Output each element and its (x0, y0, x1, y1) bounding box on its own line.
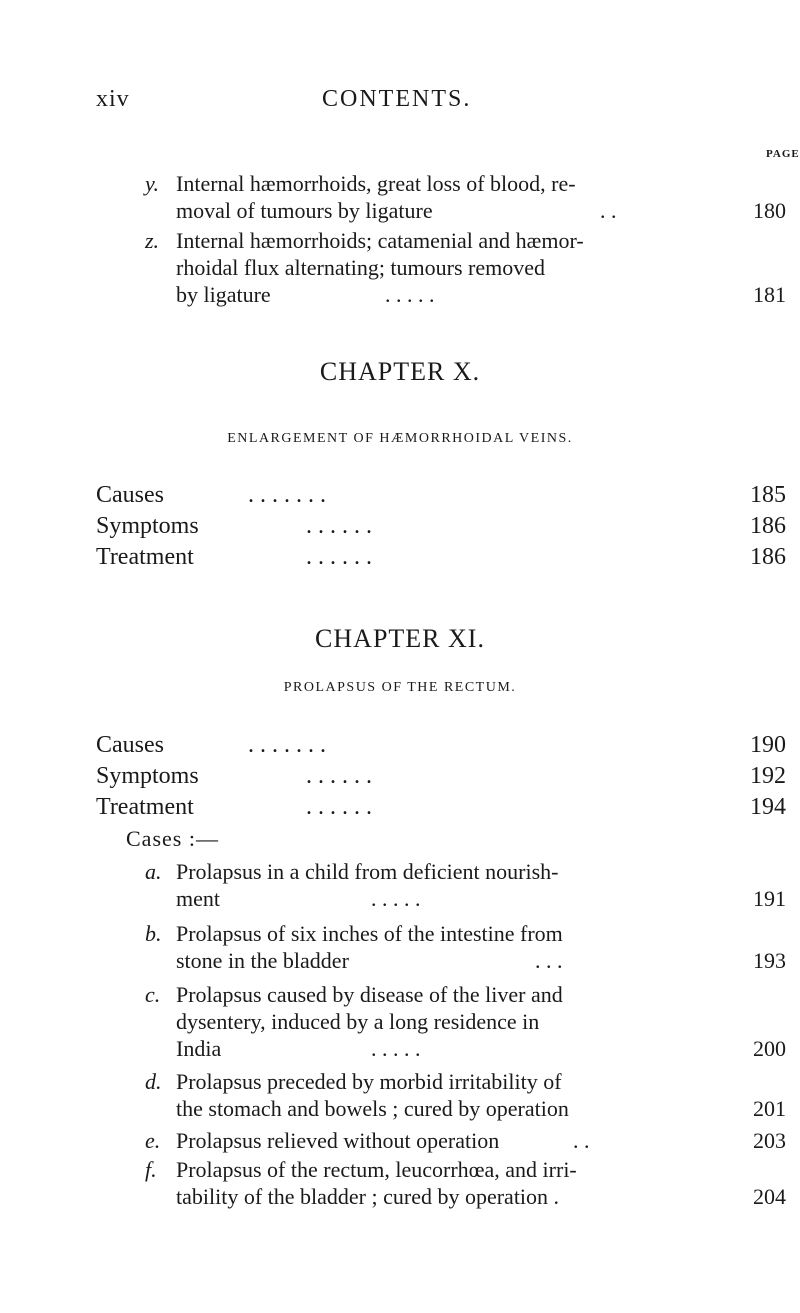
chapter-xi-subtitle: PROLAPSUS OF THE RECTUM. (283, 680, 517, 695)
dot-leader: . . . . . . . (248, 732, 326, 758)
entry-text: the stomach and bowels ; cured by operation (176, 1096, 569, 1121)
case-entry-c (145, 981, 786, 1062)
page-number: 191 (753, 886, 786, 911)
toc-row-treatment (96, 544, 786, 574)
entry-text: rhoidal flux alternating; tumours removed (176, 255, 546, 280)
toc-row-causes (96, 732, 786, 762)
case-entry-b (145, 920, 786, 974)
chapter-x-title: CHAPTER X. (319, 357, 481, 386)
row-label: Causes (96, 482, 164, 508)
page-number: 190 (750, 732, 786, 758)
entry-letter: z. (145, 228, 160, 253)
toc-entry-z (145, 227, 786, 308)
page-header (0, 86, 800, 116)
dot-leader: . . . . . . (306, 513, 372, 539)
row-label: Treatment (96, 544, 194, 570)
entry-text: Prolapsus preceded by morbid irritability of (176, 1069, 562, 1094)
toc-row-treatment (96, 794, 786, 824)
entry-text: Internal hæmorrhoids; catamenial and hæmor- (176, 228, 584, 253)
entry-text: moval of tumours by ligature (176, 198, 433, 223)
row-label: Symptoms (96, 763, 199, 789)
page-number: 194 (750, 794, 786, 820)
entry-text: Prolapsus of the rectum, leucorrhœa, and irri- (176, 1157, 577, 1182)
page-number: 201 (753, 1096, 786, 1121)
dot-leader: . . (573, 1128, 590, 1153)
dot-leader: . . . . . (371, 1036, 421, 1061)
entry-text: stone in the bladder (176, 948, 349, 973)
page-number: 186 (750, 544, 786, 570)
dot-leader: . . . . . . (306, 794, 372, 820)
dot-leader: . . . . . (385, 282, 435, 307)
entry-text: Internal hæmorrhoids, great loss of blood, re- (176, 171, 576, 196)
entry-letter: f. (145, 1157, 157, 1182)
page-number: 203 (753, 1128, 786, 1153)
running-title: CONTENTS. (322, 86, 472, 112)
page-number: 186 (750, 513, 786, 539)
dot-leader: . . . . . . . (248, 482, 326, 508)
case-entry-d (145, 1068, 786, 1122)
case-entry-f (145, 1156, 786, 1210)
entry-letter: c. (145, 982, 161, 1007)
entry-text: Prolapsus caused by disease of the liver and (176, 982, 563, 1007)
page-number: 193 (753, 948, 786, 973)
entry-letter: b. (145, 921, 162, 946)
toc-row-symptoms (96, 513, 786, 543)
entry-text: ment (176, 886, 220, 911)
entry-text: dysentery, induced by a long residence in (176, 1009, 540, 1034)
entry-letter: e. (145, 1128, 161, 1153)
toc-row-symptoms (96, 763, 786, 793)
cases-heading: Cases :— (126, 826, 219, 851)
page-number: 185 (750, 482, 786, 508)
dot-leader: . . (600, 198, 617, 223)
dot-leader: . . . (535, 948, 563, 973)
case-entry-e (145, 1127, 786, 1154)
dot-leader: . . . . . . (306, 763, 372, 789)
entry-text: tability of the bladder ; cured by operation . (176, 1184, 560, 1209)
entry-letter: a. (145, 859, 162, 884)
row-label: Symptoms (96, 513, 199, 539)
entry-text: Prolapsus relieved without operation (176, 1128, 500, 1153)
chapter-x-subtitle: ENLARGEMENT OF HÆMORRHOIDAL VEINS. (227, 431, 573, 446)
page-column-label: PAGE (766, 148, 800, 160)
row-label: Treatment (96, 794, 194, 820)
page-number: 204 (753, 1184, 786, 1209)
dot-leader: . . . . . . (306, 544, 372, 570)
entry-letter: d. (145, 1069, 162, 1094)
row-label: Causes (96, 732, 164, 758)
chapter-xi-title: CHAPTER XI. (315, 624, 485, 653)
toc-entry-y (145, 170, 786, 224)
page-number: 200 (753, 1036, 786, 1061)
toc-row-causes (96, 482, 786, 512)
entry-text: India (176, 1036, 222, 1061)
case-entry-a (145, 858, 786, 912)
page-number: 192 (750, 763, 786, 789)
entry-letter: y. (145, 171, 160, 196)
page-number: 181 (753, 282, 786, 307)
page-folio: xiv (96, 86, 130, 112)
entry-text: Prolapsus in a child from deficient nourish- (176, 859, 559, 884)
entry-text: Prolapsus of six inches of the intestine from (176, 921, 563, 946)
page-number: 180 (753, 198, 786, 223)
dot-leader: . . . . . (371, 886, 421, 911)
entry-text: by ligature (176, 282, 271, 307)
